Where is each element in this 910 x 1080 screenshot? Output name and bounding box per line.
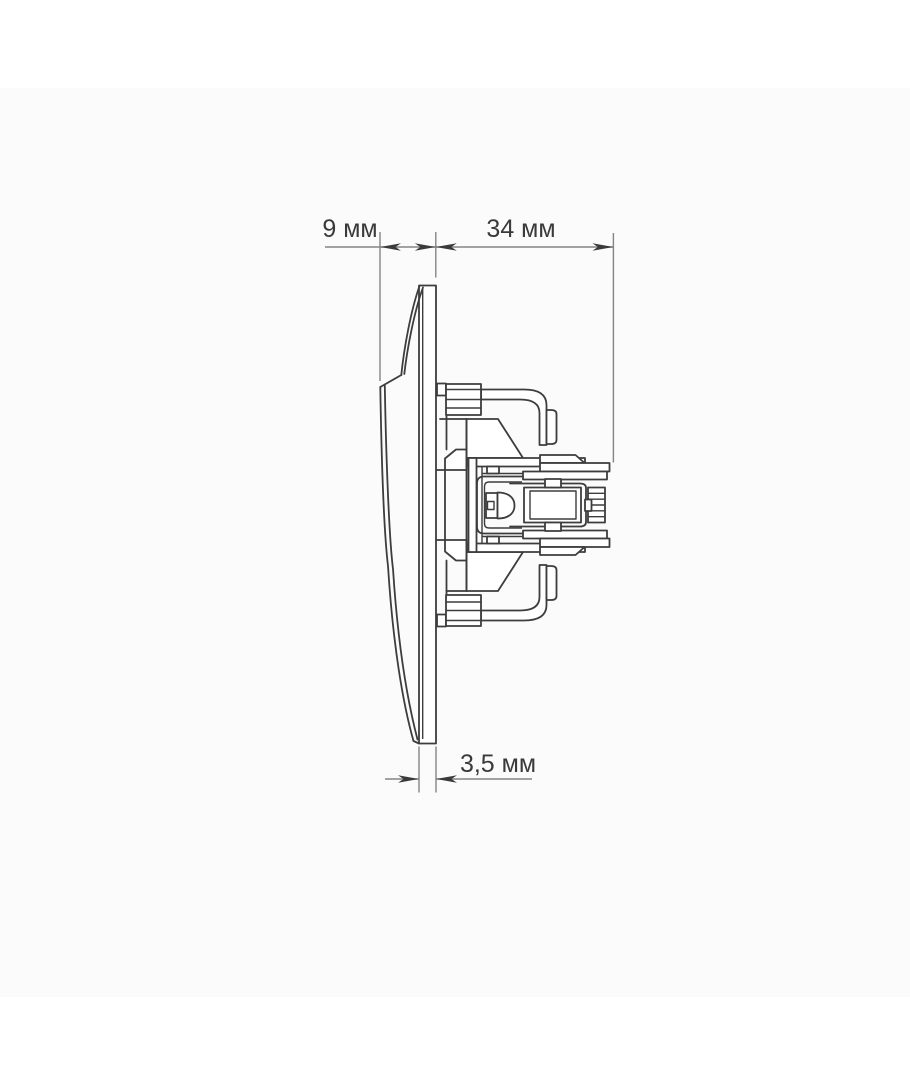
claw-tab-top <box>547 410 557 444</box>
dim-label-3-5mm: 3,5 мм <box>459 750 537 778</box>
claw-tab-bottom <box>547 566 557 600</box>
claw-bar-top <box>540 463 610 472</box>
front-plate <box>419 286 436 744</box>
frame-column <box>469 458 477 552</box>
chamfer-bar-bottom <box>540 547 584 555</box>
dim-label-9mm: 9 мм <box>322 215 378 243</box>
dim-label-34mm: 34 мм <box>486 215 556 243</box>
chamfer-bar-top <box>540 455 584 463</box>
clamp-cage-outer <box>524 488 581 523</box>
terminal-comb <box>585 488 605 523</box>
screw-head <box>486 493 515 519</box>
claw-bar-bottom <box>540 539 610 548</box>
plate-outline <box>419 286 436 744</box>
